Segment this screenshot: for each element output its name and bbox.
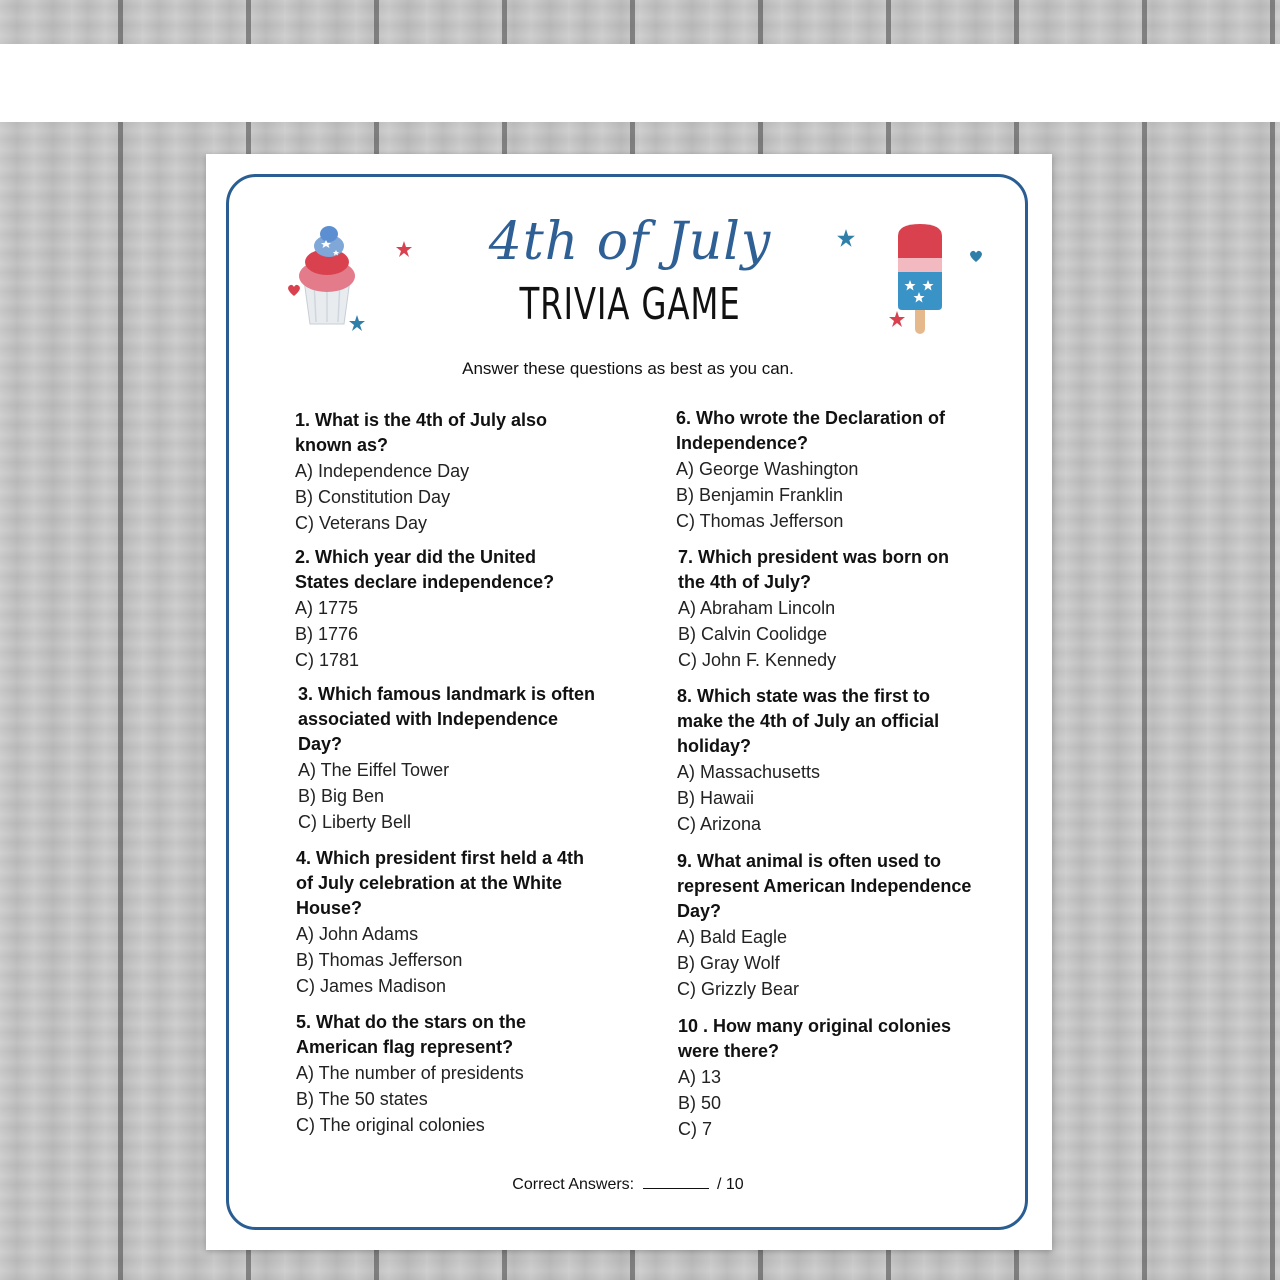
star-icon [836, 228, 856, 248]
answer-option: A) 1775 [295, 598, 359, 618]
answer-option: A) The Eiffel Tower [298, 760, 450, 780]
answer-option: B) Benjamin Franklin [676, 485, 844, 505]
instructions-text: Answer these questions as best as you can. [462, 359, 794, 378]
score-total: / 10 [717, 1176, 744, 1193]
answer-option: A) Bald Eagle [677, 927, 788, 947]
question-text: 8. Which state was the first to make the 4th of July an official holiday? [677, 686, 940, 756]
answer-option: C) James Madison [296, 976, 447, 996]
star-icon [888, 310, 906, 328]
answer-option: B) Big Ben [298, 786, 385, 806]
answer-option: B) Constitution Day [295, 487, 451, 507]
question-6 [676, 406, 976, 534]
answer-option: A) The number of presidents [296, 1063, 524, 1083]
title-script: 4th of July [488, 212, 772, 272]
answer-option: A) George Washington [676, 459, 859, 479]
question-4 [296, 846, 596, 999]
top-white-banner [0, 44, 1280, 122]
answer-option: C) Liberty Bell [298, 812, 412, 832]
star-icon [348, 314, 366, 332]
answer-option: A) Abraham Lincoln [678, 598, 836, 618]
question-5 [296, 1010, 596, 1138]
question-text: 9. What animal is often used to represent American Independence Day? [677, 851, 972, 921]
answer-option: B) Calvin Coolidge [678, 624, 828, 644]
title-main: TRIVIA GAME [519, 279, 741, 330]
answer-option: B) Thomas Jefferson [296, 950, 463, 970]
answer-option: A) Massachusetts [677, 762, 821, 782]
answer-option: B) Gray Wolf [677, 953, 780, 973]
answer-option: C) Veterans Day [295, 513, 428, 533]
star-icon [395, 240, 413, 258]
score-blank-line[interactable] [643, 1174, 709, 1189]
question-text: 4. Which president first held a 4th of July celebration at the White House? [296, 848, 585, 918]
answer-option: C) 7 [678, 1119, 713, 1139]
answer-option: B) Hawaii [677, 788, 755, 808]
question-text: 3. Which famous landmark is often associated with Independence Day? [298, 684, 596, 754]
question-text: 5. What do the stars on the American flag represent? [296, 1012, 527, 1057]
question-8 [677, 684, 977, 837]
question-2 [295, 545, 595, 673]
answer-option: C) Thomas Jefferson [676, 511, 844, 531]
answer-option: C) The original colonies [296, 1115, 485, 1135]
question-9 [677, 849, 977, 1002]
question-text: 6. Who wrote the Declaration of Independence? [676, 408, 946, 453]
heart-icon [968, 248, 984, 264]
answer-option: B) 50 [678, 1093, 722, 1113]
question-text: 1. What is the 4th of July also known as? [295, 410, 548, 455]
answer-option: C) Arizona [677, 814, 762, 834]
answer-option: A) 13 [678, 1067, 722, 1087]
question-text: 7. Which president was born on the 4th of July? [678, 547, 950, 592]
answer-option: C) 1781 [295, 650, 360, 670]
question-text: 10 . How many original colonies were there? [678, 1016, 952, 1061]
answer-option: B) The 50 states [296, 1089, 428, 1109]
trivia-sheet [206, 154, 1052, 1250]
question-text: 2. Which year did the United States declare independence? [295, 547, 555, 592]
question-10 [678, 1014, 978, 1142]
score-footer [302, 1174, 954, 1194]
answer-option: B) 1776 [295, 624, 359, 644]
question-3 [298, 682, 598, 835]
correct-answers-label: Correct Answers: [512, 1176, 635, 1193]
answer-option: A) Independence Day [295, 461, 470, 481]
answer-option: C) John F. Kennedy [678, 650, 837, 670]
answer-option: C) Grizzly Bear [677, 979, 800, 999]
question-1 [295, 408, 595, 536]
question-7 [678, 545, 978, 673]
answer-option: A) John Adams [296, 924, 419, 944]
heart-icon [286, 282, 302, 298]
